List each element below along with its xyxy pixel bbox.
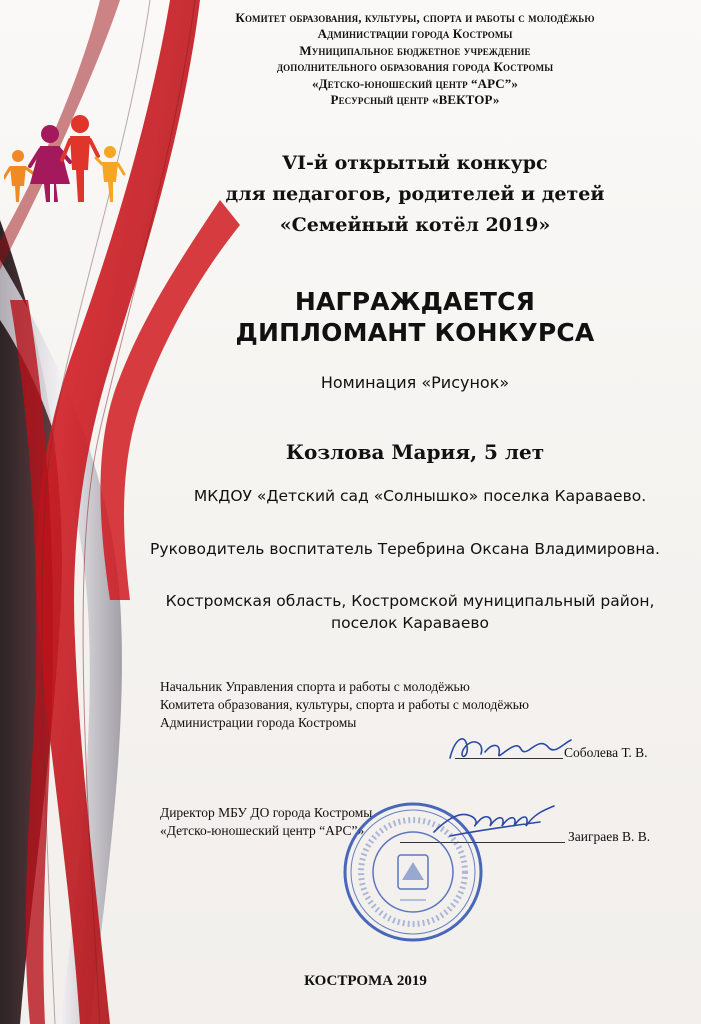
region-line-1: Костромская область, Костромской муниципальный район, (165, 592, 655, 610)
award-title (140, 286, 690, 348)
region (130, 590, 690, 634)
signatory-line: Администрации города Костромы (160, 715, 357, 730)
signatory-line: Начальник Управления спорта и работы с молодёжью (160, 679, 470, 694)
signatory-line: Директор МБУ ДО города Костромы (160, 805, 373, 820)
contest-title (140, 148, 690, 241)
header-line: Ресурсный центр «ВЕКТОР» (330, 92, 500, 108)
family-logo-icon (4, 112, 126, 204)
award-line-2: ДИПЛОМАНТ КОНКУРСА (235, 318, 595, 347)
signatory-1-title (160, 678, 529, 732)
header-line: Муниципальное бюджетное учреждение (299, 42, 531, 58)
header-line: «Детско-юношеский центр “АРС”» (311, 75, 518, 91)
signatory-2-name: Заиграев В. В. (568, 829, 651, 844)
nomination: Номинация «Рисунок» (320, 373, 510, 392)
issuer-header (140, 10, 690, 108)
header-line: Администрации города Костромы (317, 26, 513, 42)
contest-line: для педагогов, родителей и детей (225, 183, 605, 205)
header-line: дополнительного образования города Костромы (276, 59, 554, 75)
signature-1-icon (445, 728, 575, 768)
region-line-2: поселок Караваево (331, 614, 489, 632)
institution: МКДОУ «Детский сад «Солнышко» поселка Караваево. (193, 487, 647, 505)
contest-line: VI-й открытый конкурс (282, 152, 548, 174)
signature-2-icon (430, 796, 560, 844)
header-line: Комитет образования, культуры, спорта и работы с молодёжью (235, 10, 595, 25)
signatory-1-name: Соболева Т. В. (564, 745, 648, 760)
footer-city-year: КОСТРОМА 2019 (304, 973, 427, 989)
winner-name: Козлова Мария, 5 лет (285, 440, 545, 464)
supervisor: Руководитель воспитатель Теребрина Оксана Владимировна. (150, 540, 660, 558)
signatory-line: Комитета образования, культуры, спорта и работы с молодёжью (160, 697, 529, 712)
contest-line: «Семейный котёл 2019» (279, 214, 551, 236)
signatory-line: «Детско-юношеский центр “АРС”» (160, 823, 365, 838)
award-line-1: НАГРАЖДАЕТСЯ (294, 287, 536, 316)
